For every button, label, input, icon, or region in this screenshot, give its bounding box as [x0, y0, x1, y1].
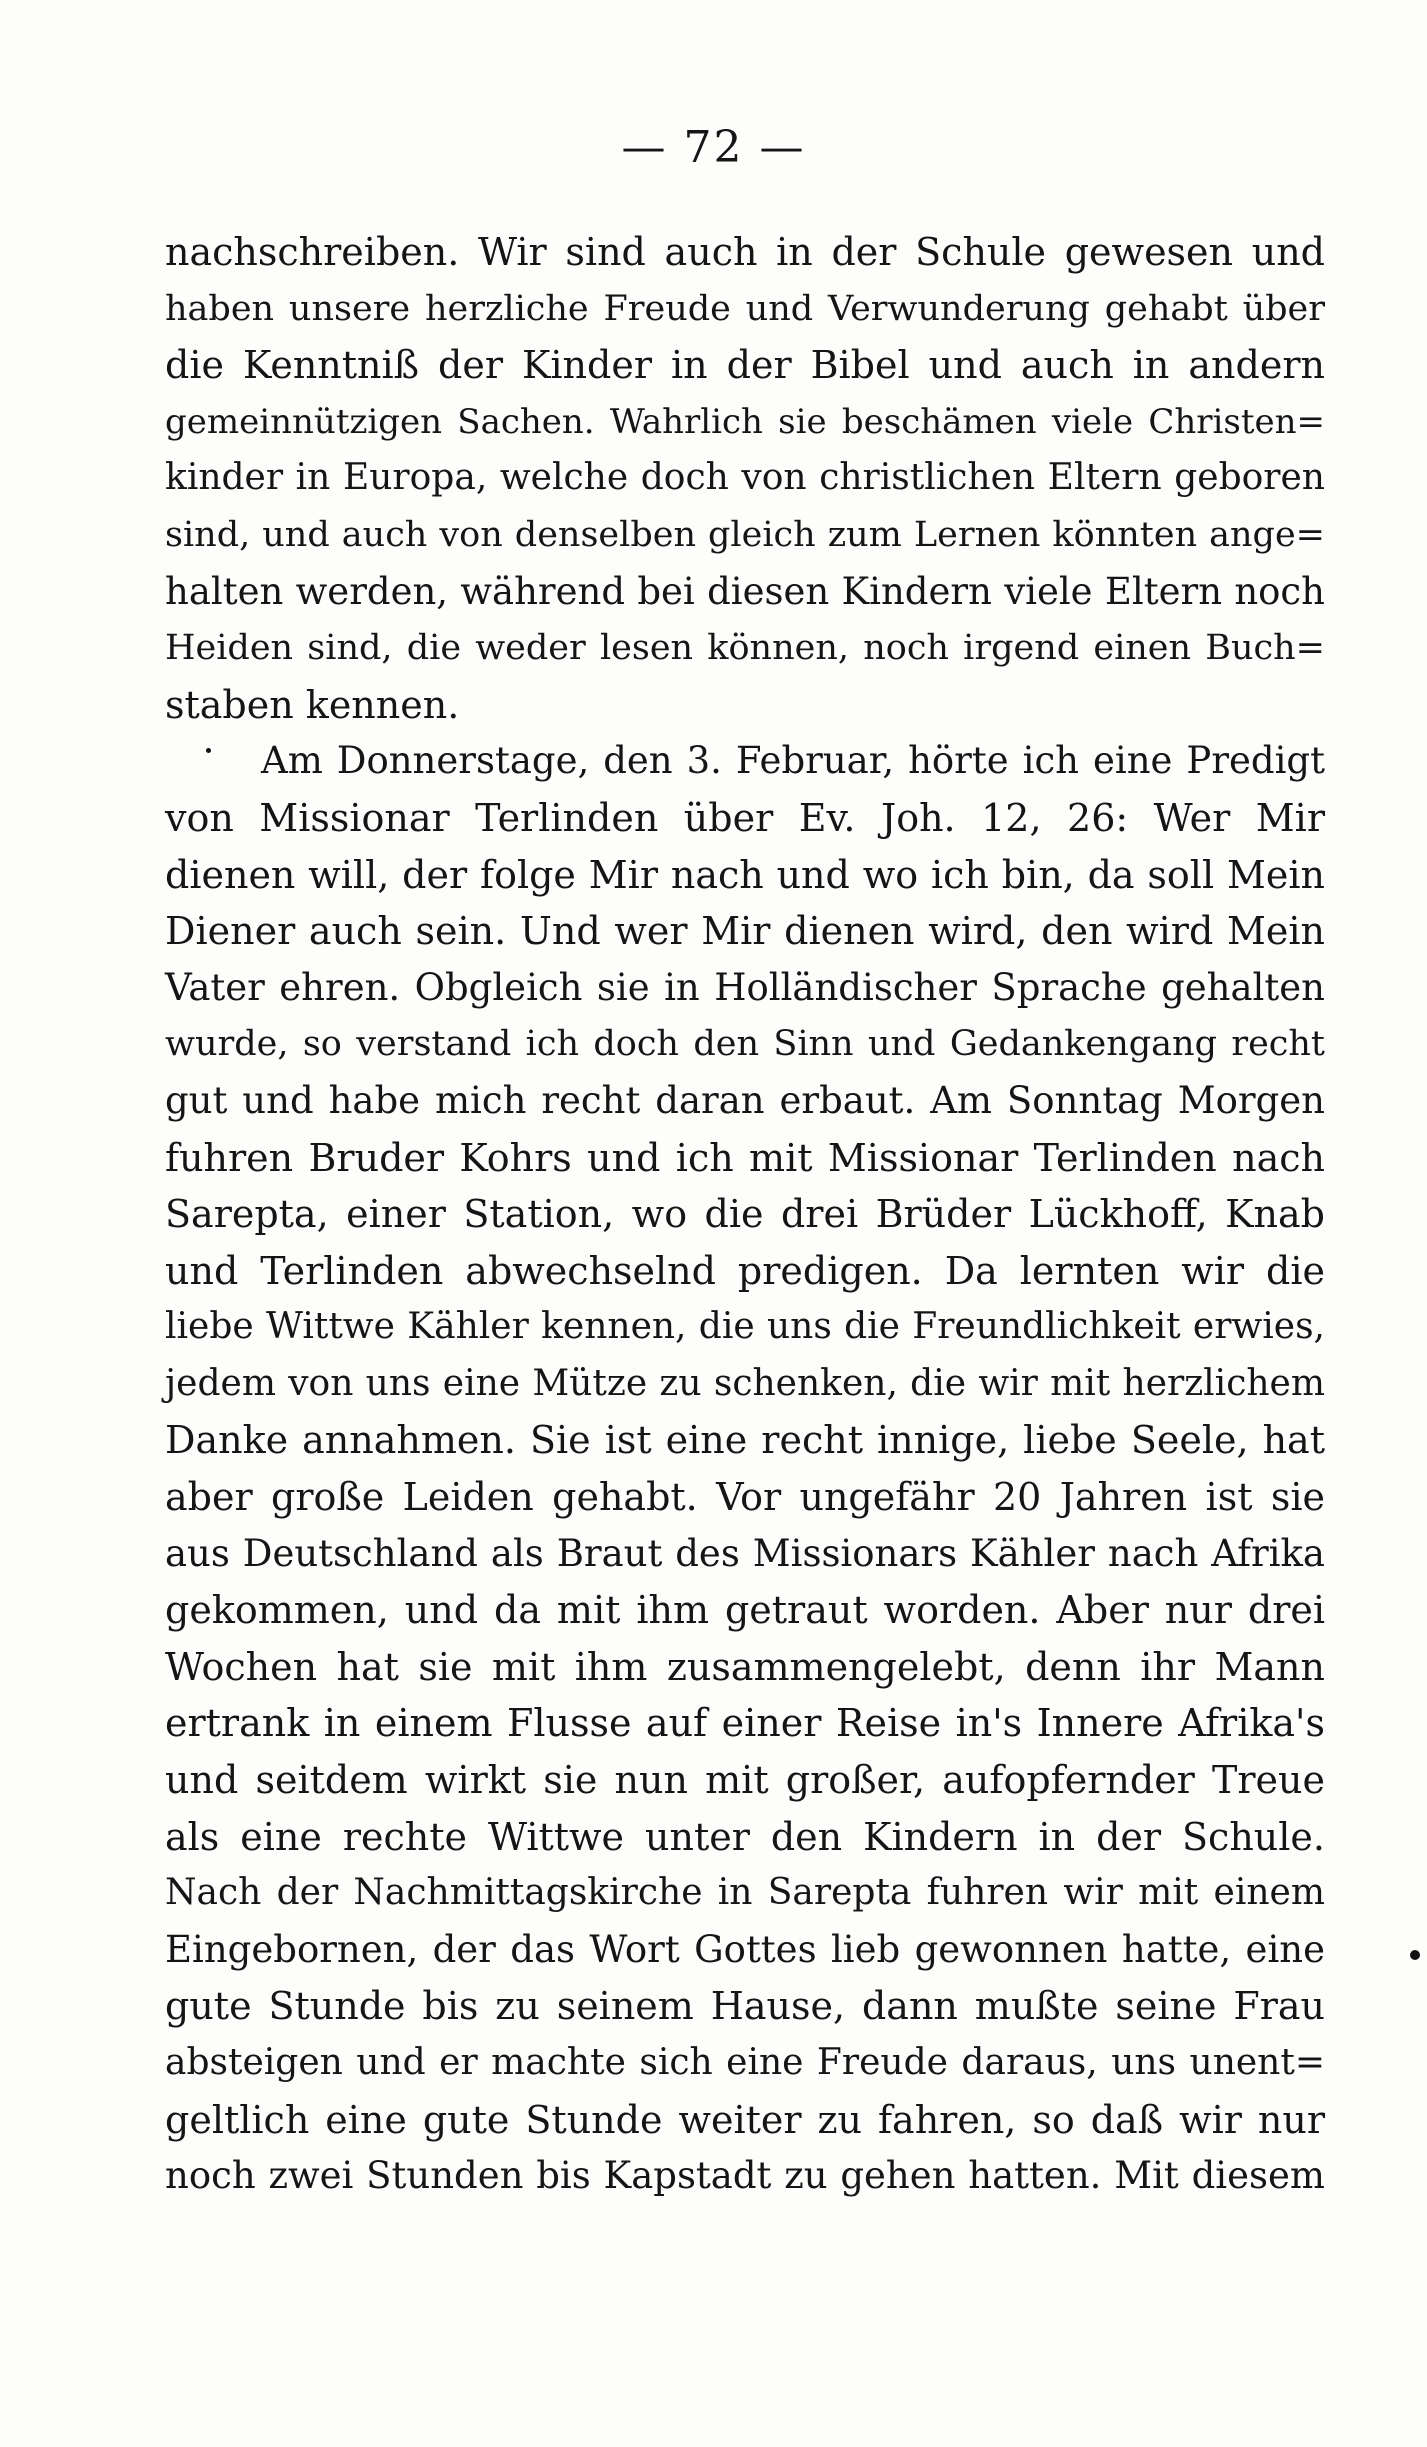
text-line: ertrank in einem Flusse auf einer Reise in's Innere Afrika's [165, 1701, 1325, 1746]
ink-speck [1410, 1950, 1420, 1960]
text-line: nachschreiben. Wir sind auch in der Schule gewesen und [165, 230, 1325, 274]
text-line: Nach der Nachmittagskirche in Sarepta fuhren wir mit einem [165, 1872, 1325, 1914]
text-line: gemeinnützigen Sachen. Wahrlich sie beschämen viele Christen= [165, 401, 1325, 442]
text-line: noch zwei Stunden bis Kapstadt zu gehen hatten. Mit diesem [165, 2154, 1325, 2198]
text-line: Vater ehren. Obgleich sie in Holländischer Sprache gehalten [165, 965, 1325, 1009]
text-line: dienen will, der folge Mir nach und wo ich bin, da soll Mein [165, 852, 1325, 897]
text-line: von Missionar Terlinden über Ev. Joh. 12, 26: Wer Mir [165, 795, 1325, 840]
text-line: aber große Leiden gehabt. Vor ungefähr 20 Jahren ist sie [165, 1475, 1325, 1520]
text-line: gekommen, und da mit ihm getraut worden. Aber nur drei [165, 1588, 1325, 1633]
text-line: geltlich eine gute Stunde weiter zu fahren, so daß wir nur [165, 2097, 1325, 2142]
text-line: staben kennen. [165, 682, 460, 727]
text-line: Wochen hat sie mit ihm zusammengelebt, denn ihr Mann [165, 1644, 1325, 1689]
text-line: Sarepta, einer Station, wo die drei Brüder Lückhoff, Knab [165, 1192, 1325, 1237]
text-line: Danke annahmen. Sie ist eine recht innige, liebe Seele, hat [165, 1418, 1325, 1463]
text-line: als eine rechte Wittwe unter den Kindern in der Schule. [165, 1814, 1325, 1859]
text-line: aus Deutschland als Braut des Missionars Kähler nach Afrika [165, 1531, 1325, 1575]
text-line: gute Stunde bis zu seinem Hause, dann mußte seine Frau [165, 1984, 1325, 2029]
text-line: jedem von uns eine Mütze zu schenken, die wir mit herzlichem [165, 1362, 1325, 1404]
text-line: die Kenntniß der Kinder in der Bibel und auch in andern [165, 343, 1325, 388]
text-line: sind, und auch von denselben gleich zum Lernen könnten ange= [165, 514, 1325, 555]
text-line: haben unsere herzliche Freude und Verwunderung gehabt über [165, 288, 1325, 329]
body-text [165, 224, 1325, 2205]
text-line: kinder in Europa, welche doch von christlichen Eltern geboren [165, 457, 1325, 499]
ink-speck [206, 748, 211, 753]
text-line: liebe Wittwe Kähler kennen, die uns die Freundlichkeit erwies, [165, 1306, 1325, 1348]
text-line: halten werden, während bei diesen Kindern viele Eltern noch [165, 569, 1325, 613]
text-line: wurde, so verstand ich doch den Sinn und Gedankengang recht [165, 1024, 1325, 1065]
text-line: und seitdem wirkt sie nun mit großer, aufopfernder Treue [165, 1758, 1325, 1803]
text-line: Eingebornen, der das Wort Gottes lieb gewonnen hatte, eine [165, 1927, 1325, 1971]
text-line: fuhren Bruder Kohrs und ich mit Missionar Terlinden nach [165, 1135, 1325, 1180]
page-number: — 72 — [621, 122, 806, 173]
text-line: und Terlinden abwechselnd predigen. Da lernten wir die [165, 1248, 1325, 1293]
text-line: gut und habe mich recht daran erbaut. Am Sonntag Morgen [165, 1078, 1325, 1122]
text-line: Am Donnerstage, den 3. Februar, hörte ich eine Predigt [261, 739, 1325, 783]
text-line: Diener auch sein. Und wer Mir dienen wird, den wird Mein [165, 909, 1325, 954]
text-line: absteigen und er machte sich eine Freude daraus, uns unent= [165, 2042, 1325, 2083]
text-line: Heiden sind, die weder lesen können, noch irgend einen Buch= [165, 628, 1325, 669]
